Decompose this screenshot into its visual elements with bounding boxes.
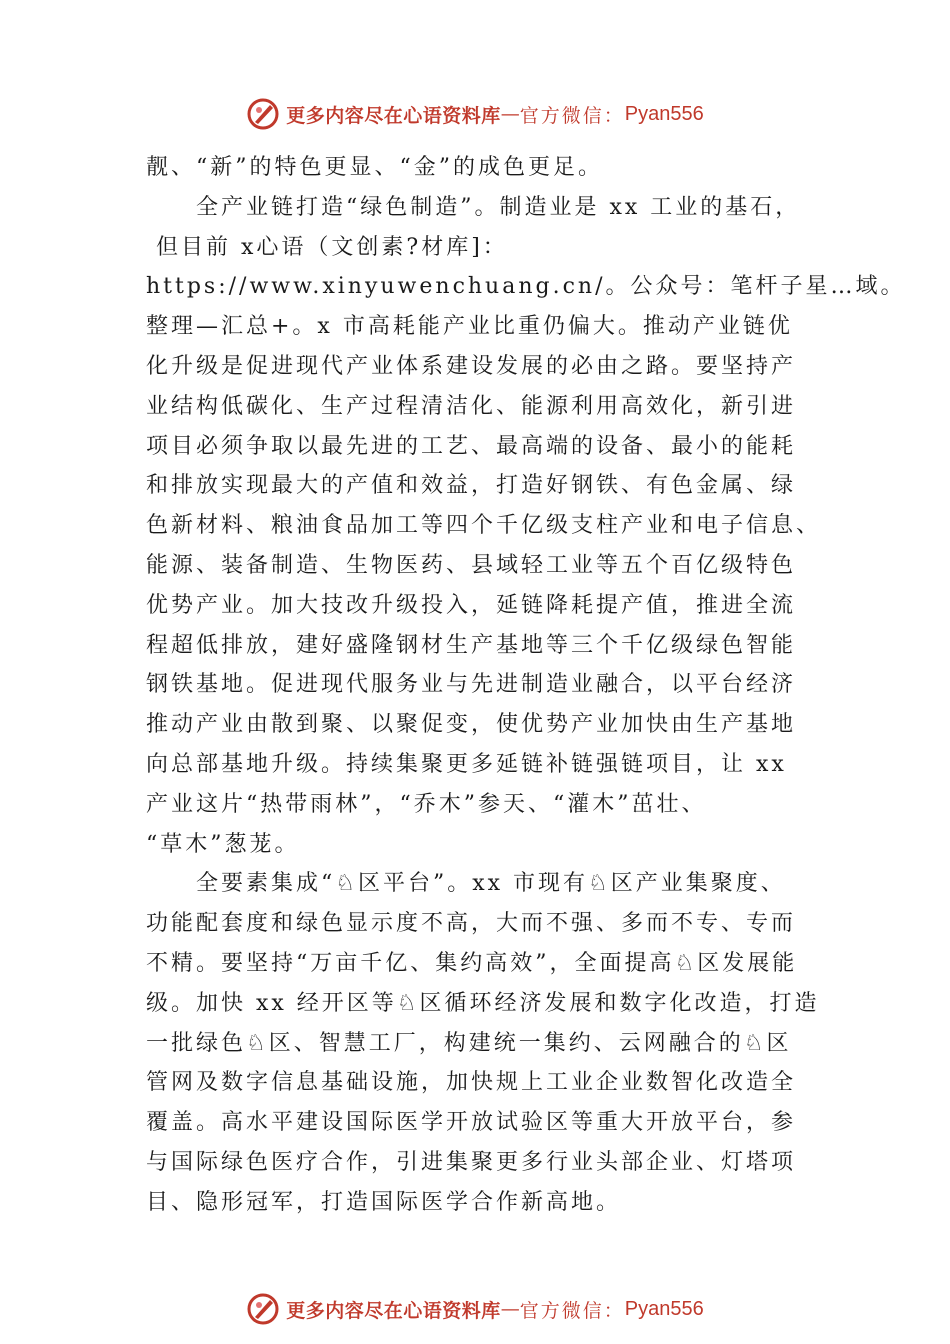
body-line: 业结构低碳化、生产过程清洁化、能源利用高效化，新引进	[146, 393, 797, 419]
body-line: 项目必须争取以最先进的工艺、最高端的设备、最小的能耗	[146, 433, 797, 459]
banner-dash: —	[500, 1298, 520, 1320]
banner-brand-text: 更多内容尽在心语资料库	[286, 104, 501, 127]
banner-brand-text: 更多内容尽在心语资料库	[286, 1299, 501, 1322]
body-line: “草木”葱茏。	[146, 831, 300, 857]
banner-wechat-id: Pyan556	[624, 1297, 704, 1320]
body-line: 程超低排放，建好盛隆钢材生产基地等三个千亿级绿色智能	[146, 632, 797, 658]
body-line: 色新材料、粮油食品加工等四个千亿级支柱产业和电子信息、	[146, 513, 822, 539]
body-line: https://www.xinyuwenchuang.cn/。公众号：笔杆子星…域。	[146, 274, 906, 300]
header-banner	[0, 94, 950, 134]
body-line: 级。加快 xx 经开区等♘区循环经济发展和数字化改造，打造	[146, 990, 820, 1016]
banner-official-label: 官方微信：	[519, 1299, 625, 1322]
banner-wechat-id: Pyan556	[624, 102, 704, 125]
banner-official-label: 官方微信：	[519, 104, 625, 127]
body-line: 与国际绿色医疗合作，引进集聚更多行业头部企业、灯塔项	[146, 1149, 797, 1175]
pen-circle-logo-icon	[246, 1292, 280, 1326]
body-line: 优势产业。加大技改升级投入，延链降耗提产值，推进全流	[146, 592, 797, 618]
body-line: 一批绿色♘区、智慧工厂，构建统一集约、云网融合的♘区	[146, 1030, 792, 1056]
body-line: 推动产业由散到聚、以聚促变，使优势产业加快由生产基地	[146, 712, 797, 738]
document-body	[146, 148, 906, 1223]
body-line: 管网及数字信息基础设施，加快规上工业企业数智化改造全	[146, 1070, 797, 1096]
body-line: 钢铁基地。促进现代服务业与先进制造业融合，以平台经济	[146, 672, 797, 698]
body-line: 能源、装备制造、生物医药、县域轻工业等五个百亿级特色	[146, 552, 797, 578]
body-line: 目、隐形冠军，打造国际医学合作新高地。	[146, 1189, 622, 1215]
body-line: 化升级是促进现代产业体系建设发展的必由之路。要坚持产	[146, 353, 797, 379]
body-line: 功能配套度和绿色显示度不高，大而不强、多而不专、专而	[146, 911, 797, 937]
body-line: 整理—汇总+。x 市高耗能产业比重仍偏大。推动产业链优	[146, 314, 793, 340]
body-line: 覆盖。高水平建设国际医学开放试验区等重大开放平台，参	[146, 1110, 797, 1136]
body-line: 全要素集成“♘区平台”。xx 市现有♘区产业集聚度、	[196, 871, 786, 897]
footer-banner	[0, 1289, 950, 1329]
pen-circle-logo-icon	[246, 97, 280, 131]
body-line: 全产业链打造“绿色制造”。制造业是 xx 工业的基石，	[196, 194, 801, 220]
body-line: 靓、“新”的特色更显、“金”的成色更足。	[146, 155, 603, 180]
banner-dash: —	[500, 103, 520, 125]
body-line: 产业这片“热带雨林”，“乔木”参天、“灌木”茁壮、	[146, 791, 707, 817]
body-line: 和排放实现最大的产值和效益，打造好钢铁、有色金属、绿	[146, 473, 797, 499]
body-line: 不精。要坚持“万亩千亿、集约高效”，全面提高♘区发展能	[146, 950, 798, 976]
body-line: 但目前 x心语（文创素?材库]：	[156, 234, 508, 260]
body-line: 向总部基地升级。持续集聚更多延链补链强链项目，让 xx	[146, 751, 787, 777]
